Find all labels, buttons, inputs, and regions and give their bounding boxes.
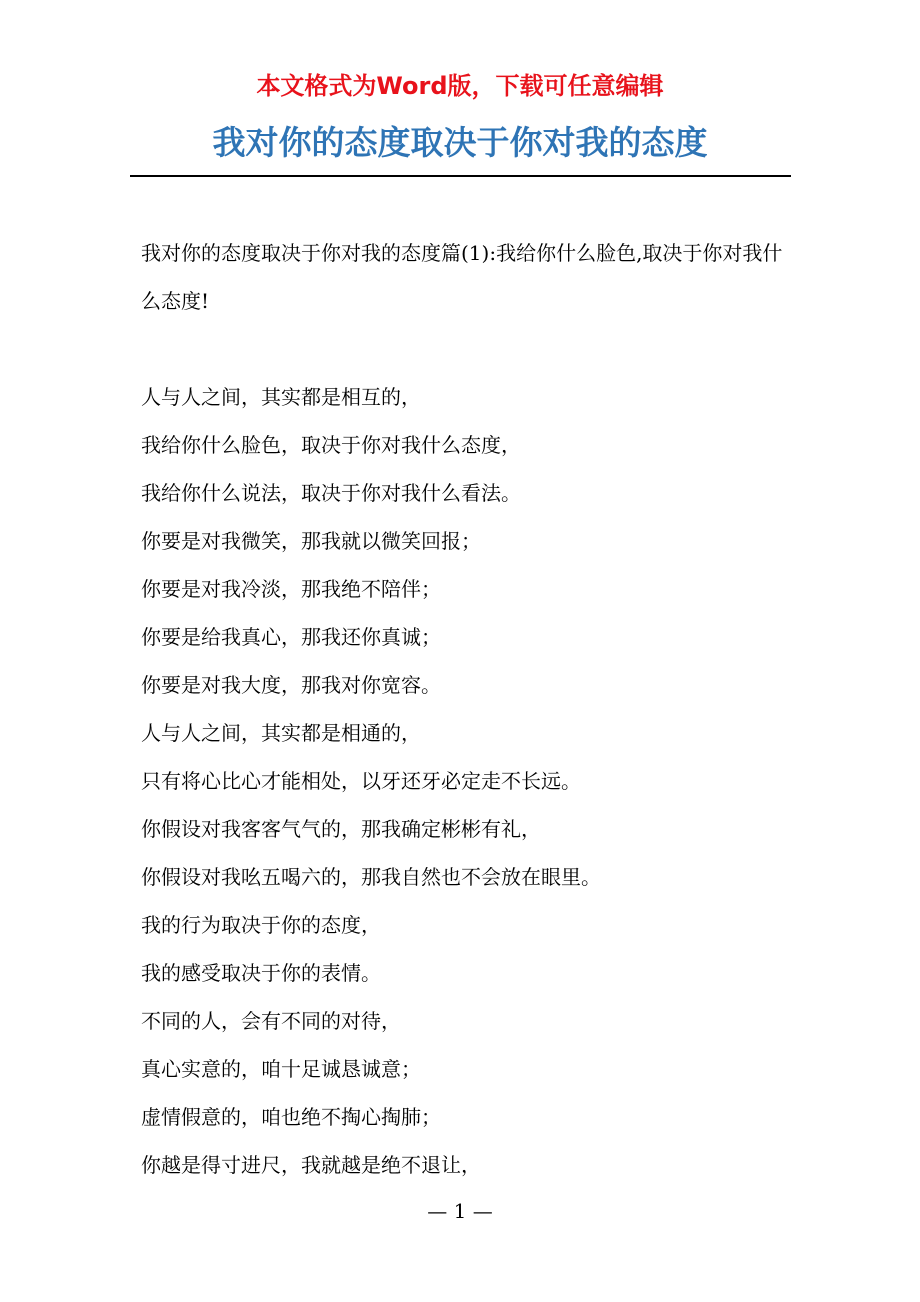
- poem-line: 你要是给我真心，那我还你真诚；: [141, 625, 441, 649]
- poem-line: 我的感受取决于你的表情。: [141, 961, 381, 985]
- poem-line: 你要是对我微笑，那我就以微笑回报；: [141, 529, 481, 553]
- document-title: 我对你的态度取决于你对我的态度: [212, 123, 708, 162]
- page-number: — 1 —: [427, 1199, 493, 1223]
- poem-line: 你要是对我大度，那我对你宽容。: [141, 673, 441, 697]
- poem-line: 不同的人，会有不同的对待，: [141, 1009, 401, 1033]
- poem-line: 我的行为取决于你的态度，: [141, 913, 381, 937]
- poem-line: 人与人之间，其实都是相通的，: [141, 721, 421, 745]
- poem-line: 我给你什么脸色，取决于你对我什么态度，: [141, 433, 521, 457]
- format-banner: 本文格式为Word版，下载可任意编辑: [256, 72, 664, 100]
- poem-line: 你假设对我吆五喝六的，那我自然也不会放在眼里。: [141, 865, 601, 889]
- poem-line: 只有将心比心才能相处，以牙还牙必定走不长远。: [141, 769, 581, 793]
- poem-lines: [141, 373, 791, 1189]
- poem-line: 你假设对我客客气气的，那我确定彬彬有礼，: [141, 817, 541, 841]
- poem-line: 我给你什么说法，取决于你对我什么看法。: [141, 481, 521, 505]
- poem-line: 真心实意的，咱十足诚恳诚意；: [141, 1057, 421, 1081]
- poem-line: 虚情假意的，咱也绝不掏心掏肺；: [141, 1105, 441, 1129]
- intro-paragraph: 我对你的态度取决于你对我的态度篇(1):我给你什么脸色,取决于你对我什么态度!: [141, 241, 783, 313]
- poem-line: 人与人之间，其实都是相互的，: [141, 385, 421, 409]
- poem-line: 你要是对我冷淡，那我绝不陪伴；: [141, 577, 441, 601]
- document-body: [141, 229, 791, 1189]
- poem-line: 你越是得寸进尺，我就越是绝不退让，: [141, 1153, 481, 1177]
- title-divider: [130, 175, 791, 177]
